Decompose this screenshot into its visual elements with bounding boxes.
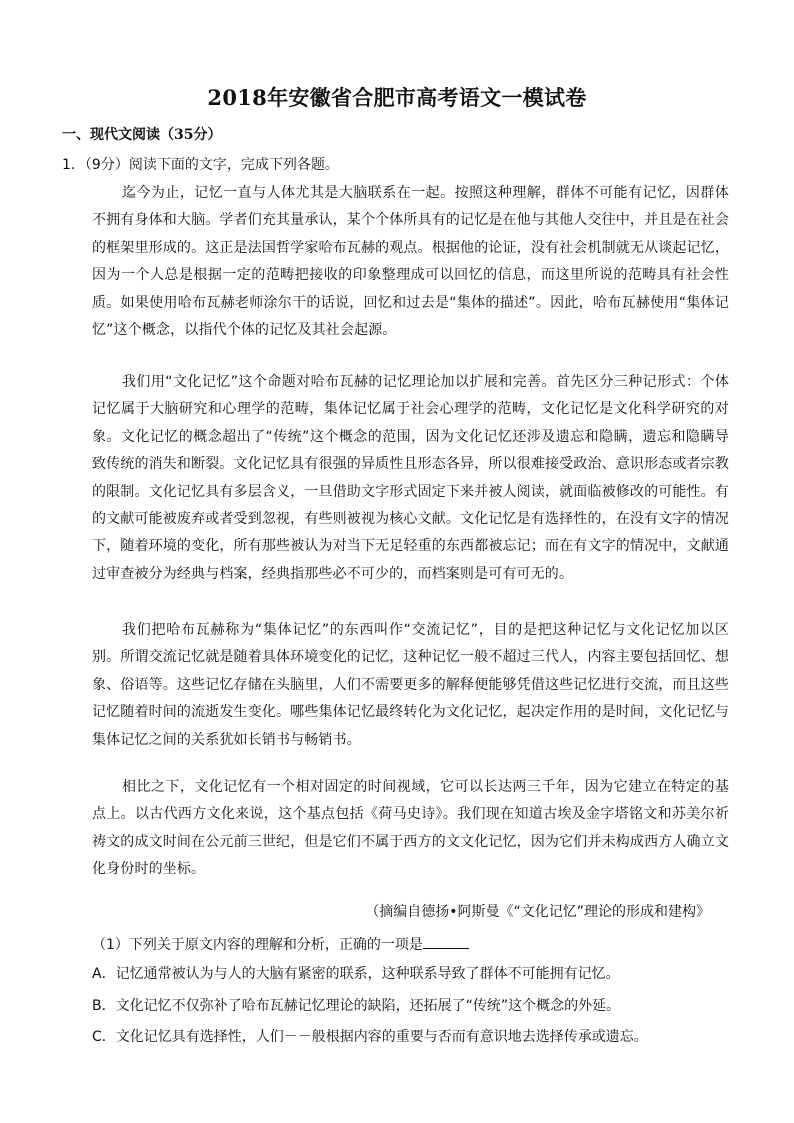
passage-paragraph: 我们用“文化记忆”这个命题对哈布瓦赫的记忆理论加以扩展和完善。首先区分三种记形式：个体记忆属于大脑研究和心理学的范畴，集体记忆属于社会心理学的范畴，文化记忆是文化科学研究的对象。文化记忆的概念超出了“传统”这个概念的范围，因为文化记忆还涉及遗忘和隐瞒，遗忘和隐瞒导致传统的消失和断裂。文化记忆具有很强的异质性且形态各异，所以很难接受政治、意识形态或者宗教的限制。文化记忆具有多层含义，一旦借助文字形式固定下来并被人阅读，就面临被修改的可能性。有的文献可能被废弃或者受到忽视，有些则被视为核心文献。文化记忆是有选择性的，在没有文字的情况下，随着环境的变化，所有那些被认为对当下无足轻重的东西都被忘记；而在有文字的情况中，文献通过审查被分为经典与档案，经典指那些必不可少的，而档案则是可有可无的。 <box>92 374 729 582</box>
option-a: A．记忆通常被认为与人的大脑有紧密的联系，这种联系导致了群体不可能拥有记忆。 <box>92 966 620 982</box>
option-c: C．文化记忆具有选择性，人们－－般根据内容的重要与否而有意识地去选择传承或遗忘。 <box>92 1029 648 1045</box>
answer-blank <box>423 934 469 949</box>
passage-paragraph: 迄今为止，记忆一直与人体尤其是大脑联系在一起。按照这种理解，群体不可能有记忆，因群体不拥有身体和大脑。学者们充其量承认，某个个体所具有的记忆是在他与其他人交往中，并且是在社会的框架里形成的。这正是法国哲学家哈布瓦赫的观点。根据他的论证，没有社会机制就无从谈起记忆，因为一个人总是根据一定的范畴把接收的印象整理成可以回忆的信息，而这里所说的范畴具有社会性质。如果使用哈布瓦赫老师涂尔干的话说，回忆和过去是“集体的描述”。因此，哈布瓦赫使用“集体记忆”这个概念，以指代个体的记忆及其社会起源。 <box>92 185 729 339</box>
passage-paragraph: 我们把哈布瓦赫称为“集体记忆”的东西叫作“交流记忆”，目的是把这种记忆与文化记忆加以区别。所谓交流记忆就是随着具体环境变化的记忆，这种记忆一般不超过三代人，内容主要包括回忆、想象、俗语等。这些记忆存储在头脑里，人们不需要更多的解释便能够凭借这些记忆进行交流，而且这些记忆随着时间的流逝发生变化。哪些集体记忆最终转化为文化记忆，起决定作用的是时间，文化记忆与集体记忆之间的关系犹如长销书与畅销书。 <box>92 622 729 748</box>
question-intro: 1．（9分）阅读下面的文字，完成下列各题。 <box>62 157 339 173</box>
source-citation: （摘编自德扬•阿斯曼《“文化记忆”理论的形成和建构》 <box>365 904 710 920</box>
exam-title: 2018年安徽省合肥市高考语文一模试卷 <box>207 85 587 110</box>
option-b: B．文化记忆不仅弥补了哈布瓦赫记忆理论的缺陷，还拓展了“传统”这个概念的外延。 <box>92 998 621 1014</box>
section-heading: 一、现代文阅读（35分） <box>62 127 222 143</box>
sub-question-text: （1）下列关于原文内容的理解和分析，正确的一项是 <box>92 937 423 953</box>
passage-paragraph: 相比之下，文化记忆有一个相对固定的时间视域，它可以长达两三千年，因为它建立在特定的基点上。以古代西方文化来说，这个基点包括《荷马史诗》。我们现在知道古埃及金字塔铭文和苏美尔祈祷文的成文时间在公元前三世纪，但是它们不属于西方的文文化记忆，因为它们并未构成西方人确立文化身份时的坐标。 <box>92 779 729 878</box>
sub-question <box>92 934 469 955</box>
